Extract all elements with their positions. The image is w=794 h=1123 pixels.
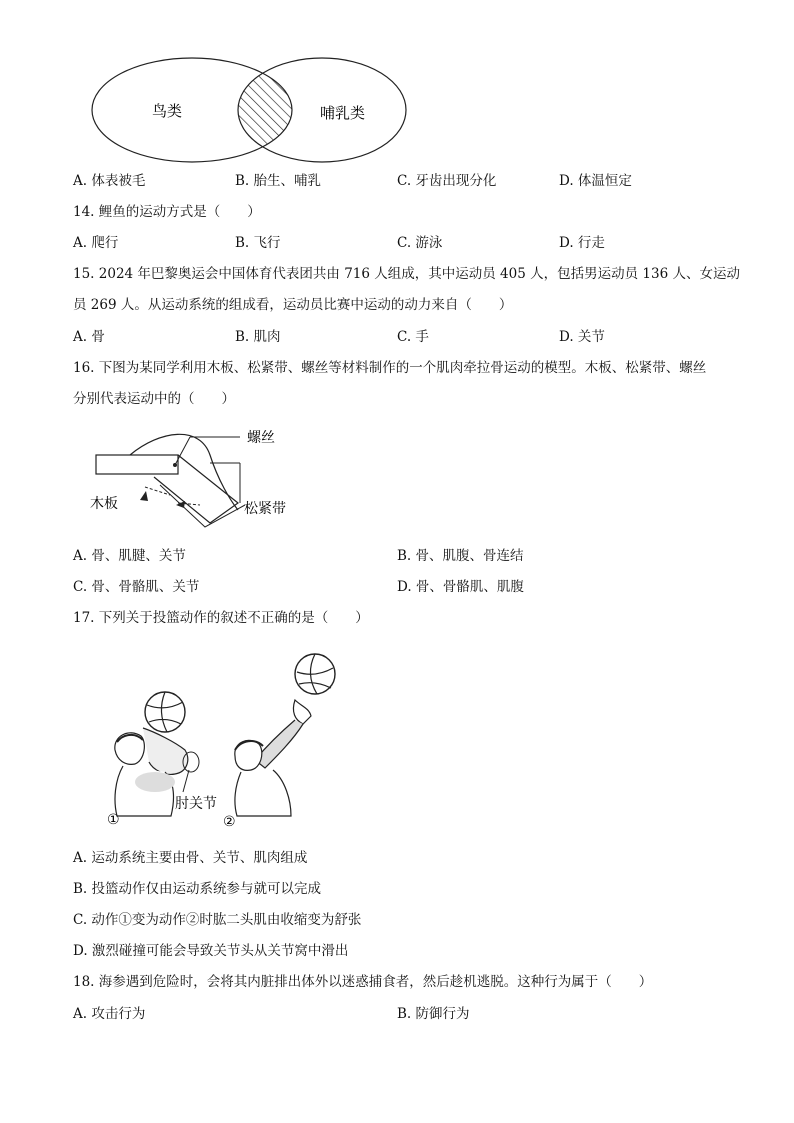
basketball-figure [105,650,365,840]
q14-option-b[interactable]: B. 飞行 [235,235,281,251]
q16-option-d[interactable]: D. 骨、骨骼肌、肌腹 [397,579,524,595]
q18-option-b[interactable]: B. 防御行为 [397,1006,470,1022]
q13-option-a[interactable]: A. 体表被毛 [73,173,146,189]
q17-option-d[interactable]: D. 激烈碰撞可能会导致关节头从关节窝中滑出 [73,943,349,959]
q16-stem-line1: 16. 下图为某同学利用木板、松紧带、螺丝等材料制作的一个肌肉牵拉骨运动的模型。木板、松紧带、螺丝 [73,360,707,376]
q17-option-c[interactable]: C. 动作①变为动作②时肱二头肌由收缩变为舒张 [73,912,362,928]
q17-stem: 17. 下列关于投篮动作的叙述不正确的是（ ） [73,610,369,626]
hands-2 [293,700,311,724]
q18-stem: 18. 海参遇到危险时，会将其内脏排出体外以迷惑捕食者，然后趁机逃脱。这种行为属于（ ） [73,974,653,990]
q16-option-b[interactable]: B. 骨、肌腹、骨连结 [397,548,524,564]
q13-option-c[interactable]: C. 牙齿出现分化 [397,173,497,189]
venn-right-label: 哺乳类 [320,104,366,122]
venn-left-label: 鸟类 [152,102,183,120]
label-board: 木板 [90,496,118,512]
label-elbow: 肘关节 [175,796,217,812]
muscle-model-figure [90,425,330,535]
q16-option-a[interactable]: A. 骨、肌腱、关节 [73,548,186,564]
q15-stem-line1: 15. 2024 年巴黎奥运会中国体育代表团共由 716 人组成，其中运动员 405 人，包括男运动员 136 人、女运动 [73,266,740,282]
q15-option-b[interactable]: B. 肌肉 [235,329,281,345]
label-figure-2: ② [223,814,236,830]
q15-option-a[interactable]: A. 骨 [73,329,105,345]
q14-stem: 14. 鲤鱼的运动方式是（ ） [73,204,261,220]
q13-option-d[interactable]: D. 体温恒定 [559,173,632,189]
arm-1 [143,728,188,774]
q15-stem-line2: 员 269 人。从运动系统的组成看，运动员比赛中运动的动力来自（ ） [73,297,513,313]
label-band: 松紧带 [244,501,286,517]
q13-option-b[interactable]: B. 胎生、哺乳 [235,173,322,189]
body-2 [235,770,291,816]
q17-option-a[interactable]: A. 运动系统主要由骨、关节、肌肉组成 [73,850,308,866]
q14-option-c[interactable]: C. 游泳 [397,235,443,251]
q15-option-c[interactable]: C. 手 [397,329,429,345]
label-figure-1: ① [107,812,120,828]
label-screw: 螺丝 [247,430,275,446]
q14-option-a[interactable]: A. 爬行 [73,235,119,251]
q17-option-b[interactable]: B. 投篮动作仅由运动系统参与就可以完成 [73,881,322,897]
venn-diagram [70,56,410,166]
board-upper [96,455,178,474]
q16-stem-line2: 分别代表运动中的（ ） [73,391,235,407]
q15-option-d[interactable]: D. 关节 [559,329,605,345]
q14-option-d[interactable]: D. 行走 [559,235,605,251]
q18-option-a[interactable]: A. 攻击行为 [73,1006,146,1022]
q16-option-c[interactable]: C. 骨、骨骼肌、关节 [73,579,200,595]
